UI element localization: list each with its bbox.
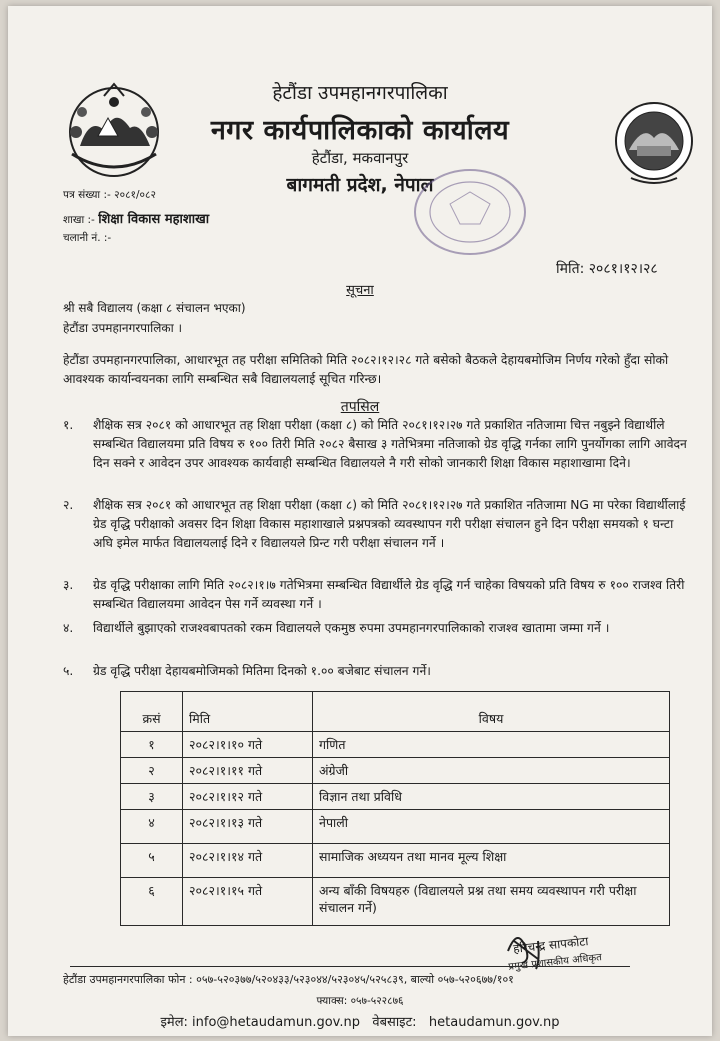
col-header-sn: क्रसं [121, 692, 183, 732]
municipality-logo-icon [613, 94, 695, 189]
recipient-line2: हेटौंडा उपमहानगरपालिका । [63, 321, 183, 335]
recipient-line1: श्री सबै विद्यालय (कक्षा ८ संचालन भएका) [63, 301, 246, 315]
list-item: २. शैक्षिक सत्र २०८१ को आधारभूत तह शिक्षा परीक्षा (कक्षा ८) को मिति २०८१।१२।२७ गते प्रकाशित नतिजामा NG मा परेका विद्यार्थीलाई ग्रेड वृद्धि परीक्षाको अवसर दिन शिक्षा विकास महाशाखाले प्रश्नपत्रको व्यवस्थापन गरी परीक्षा संचालन हुने दिन परीक्षा समयको १ घन्टा अघि इमेल मार्फत विद्यालयलाई दिने र विद्यालयले प्रिन्ट गरी परीक्षा संचालन गर्ने । [63, 498, 686, 550]
signatory-title: प्रमुख प्रशासकीय अधिकृत [507, 952, 603, 973]
col-header-date: मिति [183, 692, 313, 732]
list-item: १. शैक्षिक सत्र २०८१ को आधारभूत तह शिक्षा परीक्षा (कक्षा ८) को मिति २०८१।१२।२७ गते प्रकाशित नतिजामा चित्त नबुझ्ने विद्यार्थीले सम्बन्धित विद्यालयमा प्रति विषय रु १०० तिरी मिति २०८२ बैसाख ३ गतेभित्रमा नतिजाको ग्रेड वृद्धि गर्नका लागि पुनर्योगका लागि आवेदन दिन सक्ने र आवेदन उपर आवश्यक कार्यवाही सम्बन्धित विद्यालयले नै गरी सोको जानकारी शिक्षा विकास महाशाखामा दिने। [63, 418, 687, 470]
table-row: २ २०८२।१।११ गते अंग्रेजी [121, 758, 670, 784]
email-link[interactable]: info@hetaudamun.gov.np [192, 1015, 360, 1030]
table-row: ६ २०८२।१।१५ गते अन्य बाँकी विषयहरु (विद्यालयले प्रश्न तथा समय व्यवस्थापन गरी परीक्षा संचालन गर्ने) [121, 878, 670, 926]
list-item: ५. ग्रेड वृद्धि परीक्षा देहायबमोजिमको मितिमा दिनको १.०० बजेबाट संचालन गर्ने। [63, 664, 431, 678]
document-page [8, 6, 712, 1036]
header-province: बागमती प्रदेश, नेपाल [286, 174, 434, 196]
footer-fax: फ्याक्स: ०५७-५२२८७६ [316, 995, 404, 1007]
footer-divider [70, 966, 630, 967]
footer-phone: हेटौंडा उपमहानगरपालिका फोन : ०५७-५२०३७७/५२०४३३/५२३०४४/५२३०४५/५२५८३९, बाल्यो ०५७-५२०६७७/१०१ [63, 973, 514, 986]
table-header-row [121, 692, 670, 732]
table-row: ५ २०८२।१।१४ गते सामाजिक अध्ययन तथा मानव मूल्य शिक्षा [121, 844, 670, 878]
letter-number: पत्र संख्या :- २०८१/०८२ [63, 189, 156, 201]
exam-schedule-table [120, 691, 670, 926]
notice-intro: हेटौंडा उपमहानगरपालिका, आधारभूत तह परीक्षा समितिको मिति २०८२।१२।२८ गते बसेको बैठकले देहायबमोजिम निर्णय गरेको हुँदा सोको आवश्यक कार्यान्वयनका लागि सम्बन्धित सबै विद्यालयलाई सूचित गरिन्छ। [63, 353, 669, 386]
office-stamp-icon [410, 164, 530, 259]
col-header-subject: विषय [313, 692, 670, 732]
footer-contact: इमेल: info@hetaudamun.gov.np वेबसाइट: hetaudamun.gov.np [160, 1015, 560, 1030]
list-item: ३. ग्रेड वृद्धि परीक्षाका लागि मिति २०८२।१।७ गतेभित्रमा सम्बन्धित विद्यार्थीले ग्रेड वृद्धि गर्न चाहेका विषयको प्रति विषय रु १०० राजश्व तिरी सम्बन्धित विद्यालयमा आवेदन पेस गर्ने व्यवस्था गर्ने । [63, 578, 685, 611]
dispatch-number: चलानी नं. :- [63, 232, 112, 244]
notice-heading: सूचना [346, 283, 374, 298]
table-row: १ २०८२।१।१० गते गणित [121, 732, 670, 758]
signatory-name: हरिचन्द्र सापकोटा [512, 934, 589, 956]
table-row: ३ २०८२।१।१२ गते विज्ञान तथा प्रविधि [121, 784, 670, 810]
tapsil-heading: तपसिल [340, 399, 380, 415]
letter-date: मिति: २०८१।१२।२८ [556, 261, 658, 277]
table-row: ४ २०८२।१।१३ गते नेपाली [121, 810, 670, 844]
header-office-title: नगर कार्यपालिकाको कार्यालय [210, 115, 510, 146]
list-item: ४. विद्यार्थीले बुझाएको राजश्वबापतको रकम विद्यालयले एकमुष्ठ रुपमा उपमहानगरपालिकाको राजश्व खातामा जम्मा गर्ने । [63, 621, 610, 635]
branch-line: शाखा :- शिक्षा विकास महाशाखा [63, 212, 210, 227]
website-link[interactable]: hetaudamun.gov.np [428, 1015, 560, 1030]
header-line1: हेटौंडा उपमहानगरपालिका [272, 82, 448, 104]
header-address: हेटौंडा, मकवानपुर [311, 149, 409, 167]
